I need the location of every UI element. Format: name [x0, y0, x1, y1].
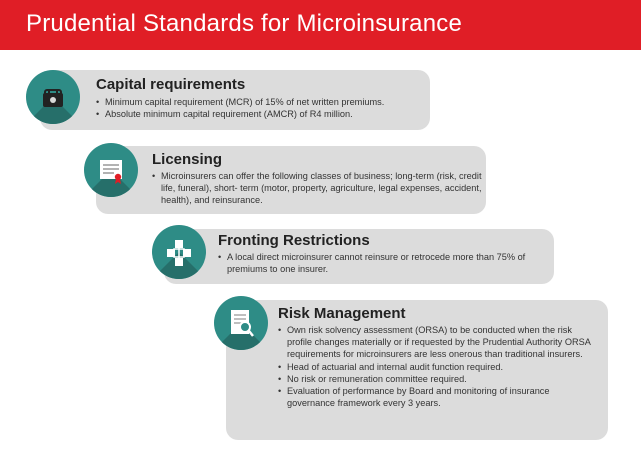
list-item: • No risk or remuneration committee required.: [278, 373, 596, 385]
fronting-restrictions-list: [218, 251, 548, 275]
fronting-restrictions-icon-circle: [152, 225, 206, 279]
network-icon: [152, 225, 206, 279]
page-title: Prudential Standards for Microinsurance: [26, 10, 463, 37]
section-title: Fronting Restrictions: [218, 232, 370, 249]
licensing-icon-circle: [84, 143, 138, 197]
capital-requirements-list: [96, 96, 426, 120]
section-title: Capital requirements: [96, 76, 246, 93]
list-item: • Head of actuarial and internal audit function required.: [278, 361, 596, 373]
list-item: • Absolute minimum capital requirement (AMCR) of R4 million.: [96, 108, 426, 120]
list-item: • Minimum capital requirement (MCR) of 15% of net written premiums.: [96, 96, 426, 108]
list-item: • A local direct microinsurer cannot reinsure or retrocede more than 75% of premiums to one insurer.: [218, 251, 548, 275]
document-search-icon: [214, 296, 268, 350]
section-title: Licensing: [152, 151, 223, 168]
header-banner: [0, 0, 641, 50]
briefcase-icon: [26, 70, 80, 124]
licensing-list: [152, 170, 482, 207]
risk-management-list: [278, 324, 596, 409]
certificate-icon: [84, 143, 138, 197]
list-item: • Evaluation of performance by Board and monitoring of insurance governance framework every 3 years.: [278, 385, 596, 409]
list-item: • Microinsurers can offer the following classes of business; long-term (risk, credit life, funeral), short- term (motor, property, agriculture, legal expenses, accident, health), and reinsurance.: [152, 170, 482, 207]
capital-requirements-icon-circle: [26, 70, 80, 124]
risk-management-icon-circle: [214, 296, 268, 350]
list-item: • Own risk solvency assessment (ORSA) to be conducted when the risk profile changes materially or if requested by the Prudential Authority ORSA requirements for microinsurers are less onerous than traditional insurers.: [278, 324, 596, 361]
section-title: Risk Management: [278, 305, 406, 322]
